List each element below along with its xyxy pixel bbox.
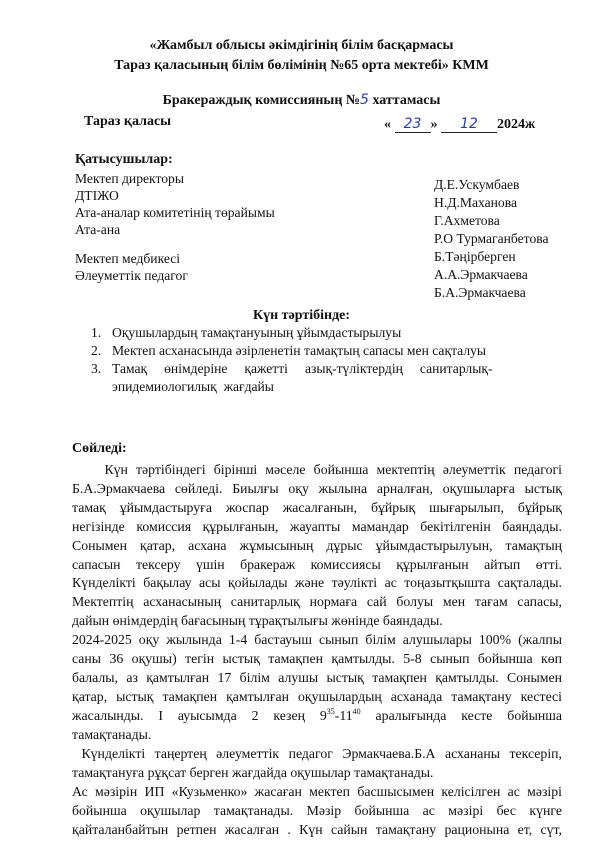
text-line: бойынша оқушылар тамақтанады. Мәзір бойынша ас мәзірі бес күнге (72, 802, 562, 818)
agenda-item-number: 2. (91, 343, 102, 358)
participant-role: Мектеп медбикесі (75, 251, 181, 266)
agenda-item-text-cont: эпидемиологилық жағдайы (112, 379, 274, 394)
participant-role: Ата-ана (75, 222, 121, 237)
text-line: тамақтанады. (72, 726, 152, 742)
speech-paragraph-1 (72, 461, 562, 631)
date-year: 2024ж (497, 117, 536, 132)
text-line: дайын өнімдердің бағасының тұрақтылығы жөнінде баяндады. (72, 613, 443, 629)
time-superscript: 35 (326, 706, 335, 716)
participant-name: Б.А.Эрмакчаева (434, 285, 526, 300)
text-line: қайталанбайтын ретпен жасалған . Күн сайын тамақтану рационына ет, сүт, (72, 821, 562, 837)
text-line: Б.А.Эрмакчаева сөйледі. Биылғы оқу жылына арналған, оқушыларға ыстық (72, 480, 562, 496)
date-line (384, 116, 535, 133)
participant-name: Б.Тәңірберген (434, 249, 516, 264)
text-line: саны 36 оқушы) тегін ыстық тамақпен қамтылды. 5-8 сынып бойынша көп (72, 650, 562, 666)
text-line: Сонымен қатар, асхана жұмысының дұрыс ұйымдастырылуын, тамақтың (72, 537, 562, 553)
text-line: тамақтануға рұқсат берген жағдайда оқушылар тамақтанады. (72, 764, 434, 780)
text-fragment: аралығында кесте бойынша (360, 707, 562, 723)
protocol-title-suffix: хаттамасы (368, 93, 441, 108)
speech-paragraph-2 (72, 631, 562, 744)
date-open-quote: « (384, 117, 391, 132)
date-day: 23 (395, 116, 431, 133)
agenda-item-text: Оқушылардың тамақтануының ұйымдастырылуы (112, 325, 402, 340)
text-line: Күнделікті таңертең әлеуметтік педагог Эрмакчаева.Б.А асхананы тексеріп, (72, 746, 562, 761)
participants-title: Қатысушылар: (75, 152, 173, 167)
protocol-number: 5 (360, 92, 369, 108)
text-line: сапасын тексеру үшін бракераж комиссиясы құрылғанын айтып өтті. (72, 556, 562, 572)
time-superscript: 40 (352, 706, 361, 716)
text-line: 2024-2025 оқу жылында 1-4 бастауыш сынып білім алушылары 100% (жалпы (72, 632, 562, 647)
city-label: Тараз қаласы (84, 114, 172, 129)
text-line: Мектептің асханасының санитарлық нормаға сай болуы мен тағам сапасы, (72, 594, 562, 610)
agenda-title: Күн тәртібінде: (252, 308, 351, 323)
participant-name: Д.Е.Ускумбаев (434, 177, 520, 192)
participant-name: Р.О Турмаганбетова (434, 231, 549, 246)
text-fragment: жасалынды. І ауысымда 2 кезең 9 (72, 707, 327, 723)
participant-name: А.А.Эрмакчаева (434, 267, 528, 282)
agenda-item-number: 1. (91, 325, 102, 340)
speech-paragraph-4 (72, 783, 562, 840)
agenda-item-text: Мектеп асханасында әзірленетін тамақтың сапасы мен сақталуы (112, 343, 487, 358)
text-line: тамақ ұйымдастыруға жоспар жасалғанын, бұйрық шығарылып, бұйрық (72, 499, 562, 515)
protocol-title (0, 92, 603, 109)
text-line: Күн тәртібіндегі бірінші мәселе бойынша мектептің әлеуметтік педагогі (72, 462, 562, 477)
participant-name: Г.Ахметова (434, 213, 500, 228)
participant-role: Ата-аналар комитетінің төрайымы (75, 205, 275, 220)
agenda-item-text: Тамақ өнімдеріне қажетті азық-түліктердің санитарлық- (112, 361, 493, 376)
text-line: қатар, ыстық тамақпен қамтылған оқушылардың асханада тамақтану кестесі (72, 688, 562, 704)
text-line: Күнделікті бақылау асы қойылады және тәулікті ас тоңазытқышта сақталады. (72, 575, 562, 591)
date-close-quote: » (430, 117, 438, 132)
text-line: негізінде комиссия құрылғанын, жауапты мамандар бекітілгенін баяндады. (72, 518, 562, 534)
document-header-line2: Тараз қаласының білім бөлімінің №65 орта мектебі» КММ (114, 58, 489, 73)
document-header-line1: «Жамбыл облысы әкімдігінің білім басқармасы (149, 38, 454, 53)
text-line: балалы, аз қамтылған 17 білім алушы ыстық тамақпен қамтылды. Сонымен (72, 669, 562, 685)
agenda-item-number: 3. (91, 361, 102, 376)
participant-role: Әлеуметтік педагог (75, 268, 188, 283)
participant-name: Н.Д.Маханова (434, 195, 518, 210)
text-fragment: -11 (334, 707, 353, 723)
speech-title: Сөйледі: (72, 441, 127, 456)
text-line: Ас мәзірін ИП «Кузьменко» жасаған мектеп басшысымен келісілген ас мәзірі (72, 784, 562, 799)
protocol-title-prefix: Бракераждық комиссияның № (162, 93, 361, 108)
date-month: 12 (441, 116, 497, 133)
participant-role: ДТІЖО (75, 188, 119, 203)
text-line (72, 707, 562, 726)
participant-role: Мектеп директоры (75, 171, 184, 186)
speech-paragraph-3 (72, 745, 562, 783)
